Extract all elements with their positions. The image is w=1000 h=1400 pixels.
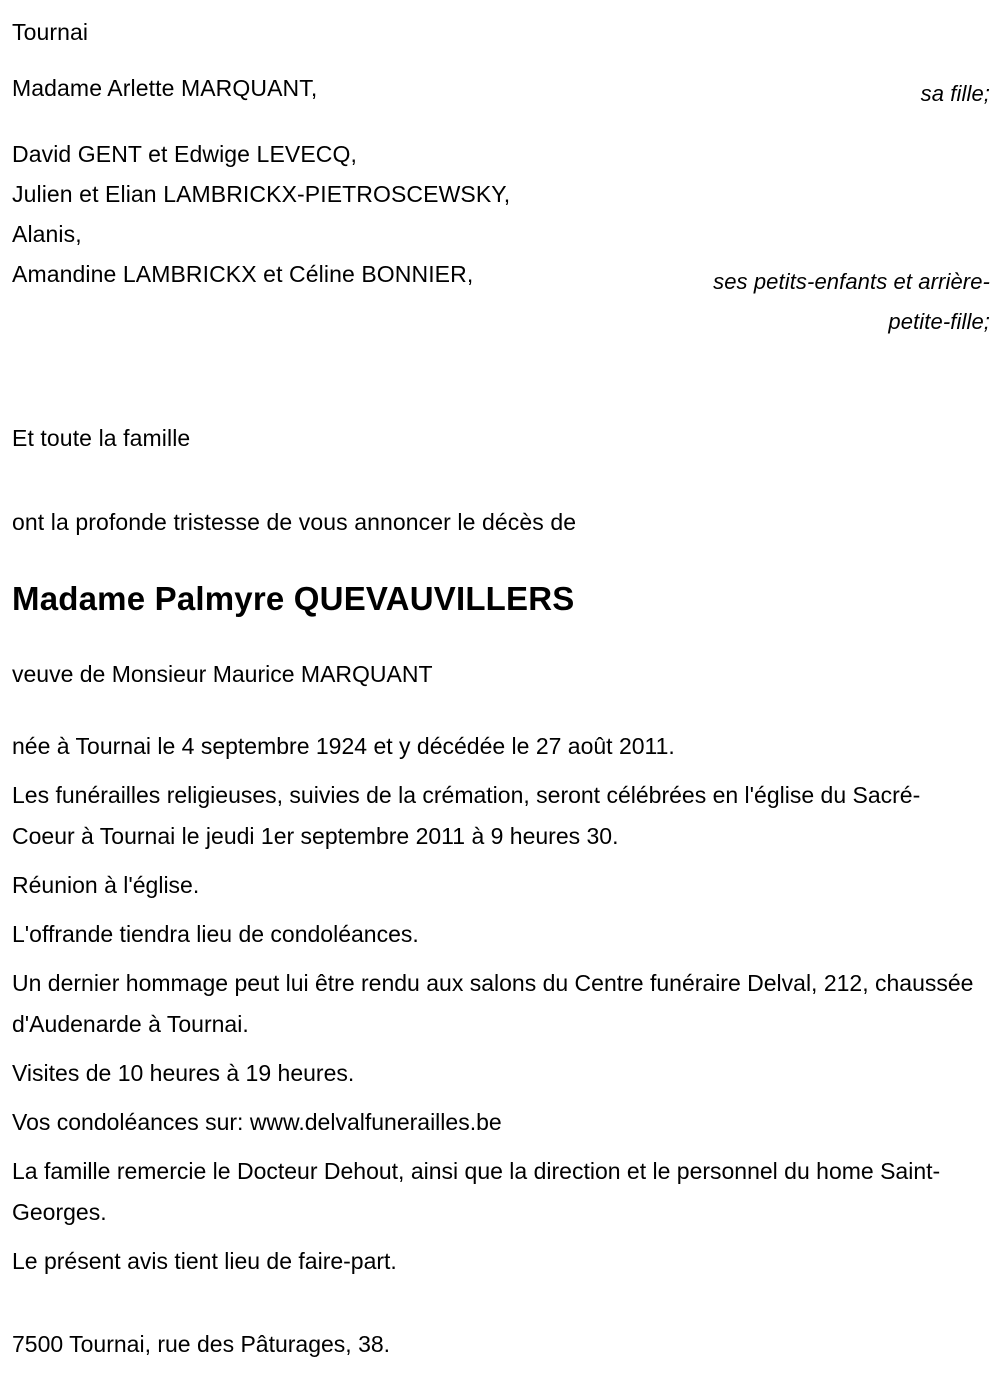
notice-statement: Le présent avis tient lieu de faire-part.	[12, 1248, 397, 1274]
spacer	[12, 955, 990, 963]
widow-of-line: veuve de Monsieur Maurice MARQUANT	[12, 661, 433, 687]
family-line: Et toute la famille	[12, 425, 191, 451]
spacer	[12, 857, 990, 865]
offering-line: L'offrande tiendra lieu de condoléances.	[12, 921, 419, 947]
funeral-details: Les funérailles religieuses, suivies de la crémation, seront célébrées en l'église du Sacré-Coeur à Tournai le jeudi 1er septembre 2011 à 9 heures 30.	[12, 782, 921, 849]
spacer	[12, 694, 990, 726]
footer-address: 7500 Tournai, rue des Pâturages, 38.	[12, 1331, 391, 1357]
deceased-name: Madame Palmyre QUEVAUVILLERS	[12, 580, 575, 617]
tribute-details: Un dernier hommage peut lui être rendu aux salons du Centre funéraire Delval, 212, chaussée d'Audenarde à Tournai.	[12, 970, 974, 1037]
announcement-lead-in: ont la profonde tristesse de vous annoncer le décès de	[12, 509, 577, 535]
locality-header: Tournai	[12, 19, 89, 45]
spacer	[12, 767, 990, 775]
spacer	[12, 1282, 990, 1324]
spacer	[12, 458, 990, 502]
visiting-hours: Visites de 10 heures à 19 heures.	[12, 1060, 355, 1086]
spacer	[12, 52, 990, 68]
birth-death-line: née à Tournai le 4 septembre 1924 et y décédée le 27 août 2011.	[12, 733, 675, 759]
gathering-line: Réunion à l'église.	[12, 872, 200, 898]
grandchild-name: Amandine LAMBRICKX et Céline BONNIER,	[12, 261, 474, 287]
spacer	[12, 1094, 990, 1102]
spacer	[12, 108, 990, 134]
grandchildren-group	[12, 134, 712, 294]
relation-label-daughter: sa fille;	[920, 81, 990, 106]
relation-label-grandchildren: ses petits-enfants et arrière-petite-fille;	[713, 269, 990, 334]
spacer	[12, 906, 990, 914]
spacer	[12, 542, 990, 576]
grandchild-name: David GENT et Edwige LEVECQ,	[12, 141, 357, 167]
spacer	[12, 338, 990, 418]
spacer	[12, 622, 990, 654]
daughter-name: Madame Arlette MARQUANT,	[12, 75, 318, 101]
grandchild-name: Alanis,	[12, 221, 82, 247]
grandchild-name: Julien et Elian LAMBRICKX-PIETROSCEWSKY,	[12, 181, 511, 207]
thanks-paragraph: La famille remercie le Docteur Dehout, ainsi que la direction et le personnel du home Saint-Georges.	[12, 1158, 941, 1225]
spacer	[12, 1143, 990, 1151]
spacer	[12, 1045, 990, 1053]
daughter-group	[12, 68, 712, 108]
condolences-website-line: Vos condoléances sur: www.delvalfunerailles.be	[12, 1109, 502, 1135]
spacer	[12, 1233, 990, 1241]
